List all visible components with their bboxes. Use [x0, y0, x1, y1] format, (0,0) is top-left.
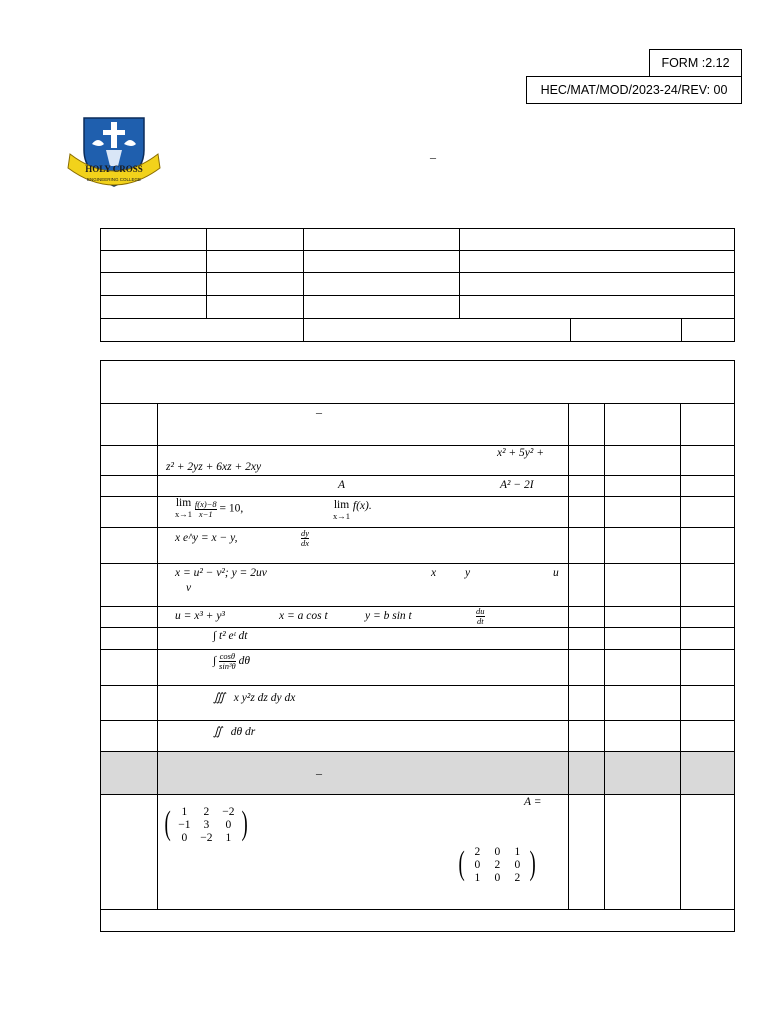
- part-b-header: [158, 752, 569, 795]
- q1-line1: x² + 5y² +: [497, 447, 544, 459]
- q-marks: [569, 650, 605, 686]
- q4-den: dx: [301, 538, 310, 548]
- matrix1-entry: 1: [225, 832, 232, 844]
- q6-num: du: [476, 606, 485, 616]
- q5-eq: x = u² − v²; y = 2uv: [175, 567, 267, 579]
- info-cell: [460, 229, 735, 251]
- form-number-box: [649, 49, 742, 77]
- matrix1-entry: 2: [203, 806, 210, 818]
- question-text: [158, 650, 569, 686]
- info-cell: [571, 319, 682, 342]
- q-marks: [569, 528, 605, 564]
- q-number: [101, 564, 158, 607]
- q3-lim: lim: [175, 497, 192, 509]
- col-header-co-b: [605, 752, 681, 795]
- matrix1-entry: 3: [203, 819, 210, 831]
- q-co: [605, 795, 681, 910]
- q3-expr: [175, 498, 243, 520]
- matrix2-entry: 1: [514, 846, 521, 858]
- info-cell: [304, 229, 460, 251]
- q9-int: ∭ x y²z dz dy dx: [213, 692, 296, 704]
- q-number: [101, 476, 158, 497]
- q-co: [605, 497, 681, 528]
- info-cell: [101, 273, 207, 296]
- matrix2-entry: 0: [494, 872, 501, 884]
- q-bl: [681, 795, 735, 910]
- info-cell: [682, 319, 735, 342]
- matrix1-entry: −2: [200, 832, 213, 844]
- q-co: [605, 607, 681, 628]
- q-co: [605, 628, 681, 650]
- info-cell: [304, 273, 460, 296]
- college-crest-icon: [66, 110, 162, 194]
- title-dash: –: [430, 150, 436, 164]
- q6-den: dt: [476, 616, 484, 626]
- matrix1-entry: 0: [225, 819, 232, 831]
- info-cell: [101, 229, 207, 251]
- q8-d: dθ: [238, 655, 250, 668]
- q-bl: [681, 650, 735, 686]
- form-number: FORM :2.12: [661, 56, 730, 70]
- q-marks: [569, 628, 605, 650]
- q-co: [605, 476, 681, 497]
- col-header-bl-b: [681, 752, 735, 795]
- exam-info-table: [100, 228, 735, 342]
- matrix2-entry: 2: [494, 859, 501, 871]
- matrix2-entry: 2: [514, 872, 521, 884]
- q3-lim2: lim: [333, 499, 350, 511]
- col-header-co: [605, 404, 681, 446]
- info-cell: [460, 296, 735, 319]
- q8-num: cosθ: [219, 651, 236, 661]
- q-co: [605, 528, 681, 564]
- q6-frac: [476, 607, 485, 626]
- q-marks: [569, 686, 605, 721]
- footer-row: [101, 910, 735, 932]
- part-b-dash: –: [316, 765, 322, 780]
- q5-v: v: [186, 582, 192, 594]
- q-number: [101, 528, 158, 564]
- matrix2-entry: 2: [474, 846, 481, 858]
- q5-x: x: [431, 567, 437, 579]
- q-bl: [681, 476, 735, 497]
- q1-line2: z² + 2yz + 6xz + 2xy: [166, 461, 262, 473]
- question-text: [158, 446, 569, 476]
- logo-arc-text: HOLY CROSS: [85, 164, 143, 174]
- q-number: [101, 607, 158, 628]
- q3-lim-sub: x→1: [175, 509, 192, 519]
- info-cell: [460, 273, 735, 296]
- logo-band-text: ENGINEERING COLLEGE: [86, 177, 142, 182]
- q-bl: [681, 628, 735, 650]
- q-marks: [569, 795, 605, 910]
- q6-x: x = a cos t: [279, 610, 328, 622]
- q-bl: [681, 721, 735, 752]
- matrix-2: ( 2 0 1 0 2 0 1 0 2 ): [458, 845, 537, 884]
- question-text: [158, 564, 569, 607]
- q2-b: A² − 2I: [500, 479, 534, 491]
- q4-num: dy: [301, 528, 310, 538]
- instructions-row: [101, 361, 735, 404]
- q11-A: A =: [524, 796, 542, 808]
- q-marks: [569, 476, 605, 497]
- q4-frac: [301, 529, 309, 548]
- q-marks: [569, 607, 605, 628]
- question-text: [158, 686, 569, 721]
- q-number: [101, 721, 158, 752]
- q-marks: [569, 446, 605, 476]
- q3-den: x−1: [198, 508, 213, 519]
- q3-eq: = 10,: [219, 502, 244, 515]
- q10-int: ∬ dθ dr: [213, 726, 256, 738]
- info-cell: [207, 273, 304, 296]
- col-header-marks: [569, 404, 605, 446]
- question-text: [158, 607, 569, 628]
- matrix2-entry: 0: [474, 859, 481, 871]
- info-cell: [207, 251, 304, 273]
- matrix1-entry: 0: [181, 832, 188, 844]
- info-cell: [101, 251, 207, 273]
- q8-den: sin³θ: [219, 661, 236, 671]
- q-number: [101, 628, 158, 650]
- q3-num: f(x)−8: [194, 498, 217, 509]
- q-number: [101, 795, 158, 910]
- question-text: [158, 528, 569, 564]
- question-text: [158, 628, 569, 650]
- q-number: [101, 686, 158, 721]
- q-marks: [569, 564, 605, 607]
- q-bl: [681, 528, 735, 564]
- matrix1-entry: 1: [181, 806, 188, 818]
- q-bl: [681, 564, 735, 607]
- q-number: [101, 497, 158, 528]
- q-marks: [569, 497, 605, 528]
- question-text: [158, 795, 569, 910]
- part-a-dash: –: [316, 405, 322, 419]
- question-text: [158, 721, 569, 752]
- matrix2-entry: 0: [494, 846, 501, 858]
- info-cell: [304, 319, 571, 342]
- q-co: [605, 446, 681, 476]
- col-header-marks-b: [569, 752, 605, 795]
- info-cell: [207, 296, 304, 319]
- q-number: [101, 650, 158, 686]
- document-code-box: [526, 76, 742, 104]
- matrix-1: ( 1 2 −2 −1 3 0 0 −2 1 ): [164, 805, 249, 844]
- matrix1-entry: −2: [222, 806, 235, 818]
- part-a-header: [158, 404, 569, 446]
- q-co: [605, 650, 681, 686]
- college-logo: [66, 110, 162, 194]
- q-bl: [681, 446, 735, 476]
- matrix2-entry: 1: [474, 872, 481, 884]
- col-header-qno: [101, 404, 158, 446]
- info-cell: [304, 296, 460, 319]
- q4-eq: x e^y = x − y,: [175, 532, 238, 544]
- question-text: [158, 476, 569, 497]
- q-marks: [569, 721, 605, 752]
- question-text: [158, 497, 569, 528]
- q7-int: ∫ t² eᵗ dt: [213, 630, 248, 642]
- q5-u: u: [553, 567, 559, 579]
- question-table: [100, 360, 735, 932]
- info-cell: [460, 251, 735, 273]
- q8-expr: [213, 652, 250, 671]
- q6-y: y = b sin t: [365, 610, 412, 622]
- q-bl: [681, 607, 735, 628]
- col-header-bl: [681, 404, 735, 446]
- q3-lim2-sub: x→1: [333, 511, 350, 521]
- info-cell: [207, 229, 304, 251]
- info-cell: [304, 251, 460, 273]
- q-co: [605, 686, 681, 721]
- q8-int: ∫: [213, 655, 217, 668]
- q2-a: A: [338, 479, 346, 491]
- q-bl: [681, 686, 735, 721]
- q-number: [101, 446, 158, 476]
- col-header-qno-b: [101, 752, 158, 795]
- q3-f: f(x).: [352, 500, 372, 512]
- info-cell: [101, 296, 207, 319]
- q-co: [605, 564, 681, 607]
- q-bl: [681, 497, 735, 528]
- matrix1-entry: −1: [178, 819, 191, 831]
- q6-eq: u = x³ + y³: [175, 610, 225, 622]
- info-cell: [101, 319, 304, 342]
- q-co: [605, 721, 681, 752]
- q3-expr2: [333, 500, 372, 522]
- document-code: HEC/MAT/MOD/2023-24/REV: 00: [540, 83, 728, 97]
- matrix2-entry: 0: [514, 859, 521, 871]
- q5-y: y: [465, 567, 471, 579]
